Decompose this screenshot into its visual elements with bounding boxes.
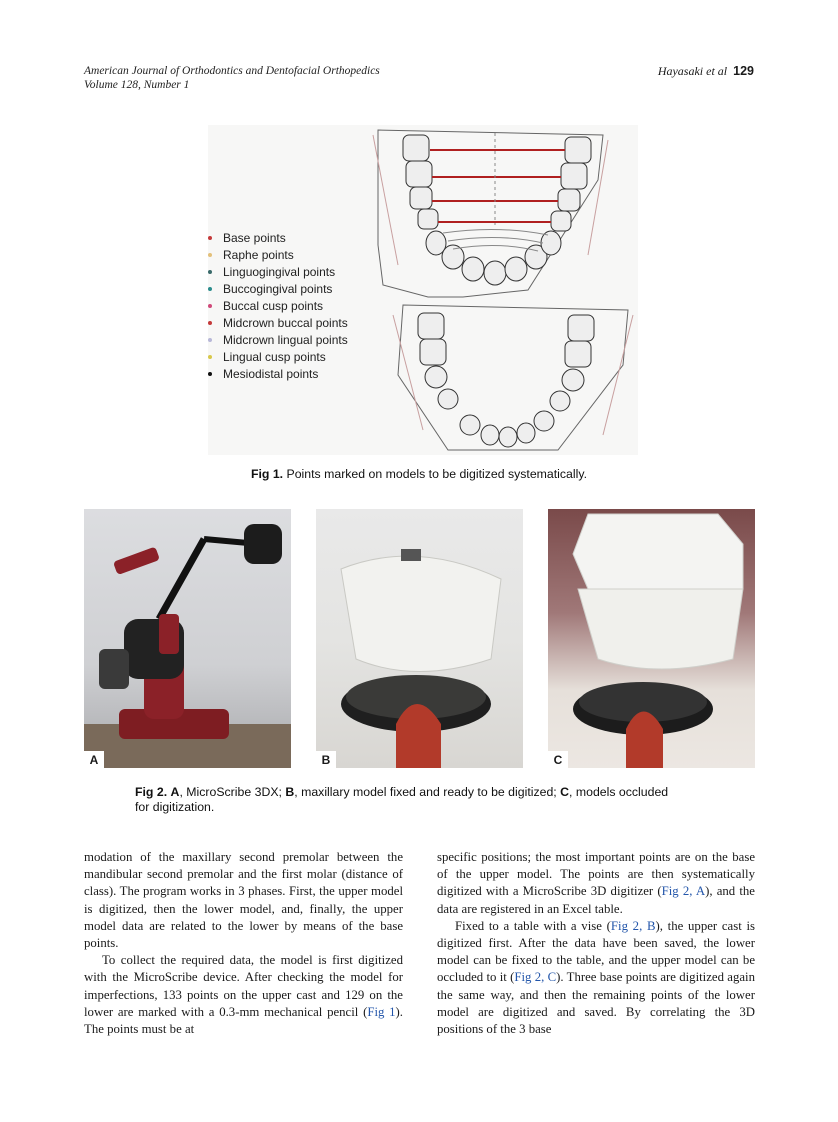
journal-title: American Journal of Orthodontics and Dentofacial Orthopedics xyxy=(84,65,380,77)
figure-2-caption: Fig 2. A, MicroScribe 3DX; B, maxillary model fixed and ready to be digitized; C, models occluded for digitization. xyxy=(135,785,669,814)
photo-microscribe xyxy=(84,509,291,768)
figure-2-caption-label: Fig 2. xyxy=(135,785,168,799)
legend-item-buccogingival: Buccogingival points xyxy=(208,280,348,297)
figure-reference-link[interactable]: Fig 2, B xyxy=(610,918,656,933)
figure-1-caption xyxy=(0,467,838,482)
legend-dot-icon xyxy=(208,287,212,291)
legend-item-midcrown-lingual: Midcrown lingual points xyxy=(208,331,348,348)
maxillary-model-illustration xyxy=(316,509,523,768)
legend-item-base: Base points xyxy=(208,229,348,246)
figure-1-legend xyxy=(208,229,348,382)
figure-reference-link[interactable]: Fig 2, A xyxy=(661,884,706,899)
running-header xyxy=(84,64,380,92)
panel-label-a: A xyxy=(84,751,104,768)
page-number: 129 xyxy=(733,64,754,78)
paragraph: To collect the required data, the model is first digitized with the MicroScribe device. After checking the model for imperfections, 133 points on the upper cast and 129 on the lower are marked with a 0.3-mm mechanical pencil (Fig 1). The points must be at xyxy=(84,953,404,1037)
legend-dot-icon xyxy=(208,236,212,240)
header-right xyxy=(658,64,754,79)
figure-1-caption-text: Points marked on models to be digitized systematically. xyxy=(286,467,588,481)
legend-item-buccal-cusp: Buccal cusp points xyxy=(208,297,348,314)
legend-item-linguogingival: Linguogingival points xyxy=(208,263,348,280)
panel-label-b: B xyxy=(316,751,336,768)
legend-dot-icon xyxy=(208,372,212,376)
legend-dot-icon xyxy=(208,304,212,308)
author-line: Hayasaki et al xyxy=(657,64,728,78)
photo-occluded-models xyxy=(548,509,755,768)
photo-maxillary-model xyxy=(316,509,523,768)
legend-dot-icon xyxy=(208,355,212,359)
body-column-left xyxy=(84,849,403,1038)
figure-reference-link[interactable]: Fig 1 xyxy=(367,1004,396,1019)
microscribe-illustration xyxy=(84,509,291,768)
legend-dot-icon xyxy=(208,270,212,274)
body-column-right xyxy=(437,849,755,1038)
figure-reference-link[interactable]: Fig 2, C xyxy=(514,970,557,985)
legend-item-lingual-cusp: Lingual cusp points xyxy=(208,348,348,365)
panel-label-c: C xyxy=(548,751,568,768)
figure-2-caption-line2: for digitization. xyxy=(135,800,215,814)
paragraph: modation of the maxillary second premolar between the mandibular second premolar and the first molar (distance of class). The program works in 3 phases. First, the upper model is digitized, then the lower model, and, finally, the upper model data are related to the lower by means of the base points. xyxy=(84,850,403,951)
legend-dot-icon xyxy=(208,338,212,342)
figure-1 xyxy=(208,125,638,455)
legend-item-raphe: Raphe points xyxy=(208,246,348,263)
paragraph: Fixed to a table with a vise (Fig 2, B), the upper cast is digitized first. After the data have been saved, the lower model can be fixed to the table, and the upper model can be occluded to it (Fig 2, C). Three base points are digitized again the same way, and then the remaining points of the lower model are digitized and saved. By correlating the 3D positions of the 3 base xyxy=(437,918,755,1037)
occluded-models-illustration xyxy=(548,509,755,768)
legend-item-mesiodistal: Mesiodistal points xyxy=(208,365,348,382)
figure-1-caption-label: Fig 1. xyxy=(250,467,284,481)
paragraph: specific positions; the most important points are on the base of the upper model. The points are then systematically digitized with a MicroScribe 3D digitizer (Fig 2, A), and the data are registered in an Excel table. xyxy=(437,850,755,916)
legend-dot-icon xyxy=(208,321,212,325)
journal-volume: Volume 128, Number 1 xyxy=(84,79,190,91)
legend-item-midcrown-buccal: Midcrown buccal points xyxy=(208,314,348,331)
legend-dot-icon xyxy=(208,253,212,257)
